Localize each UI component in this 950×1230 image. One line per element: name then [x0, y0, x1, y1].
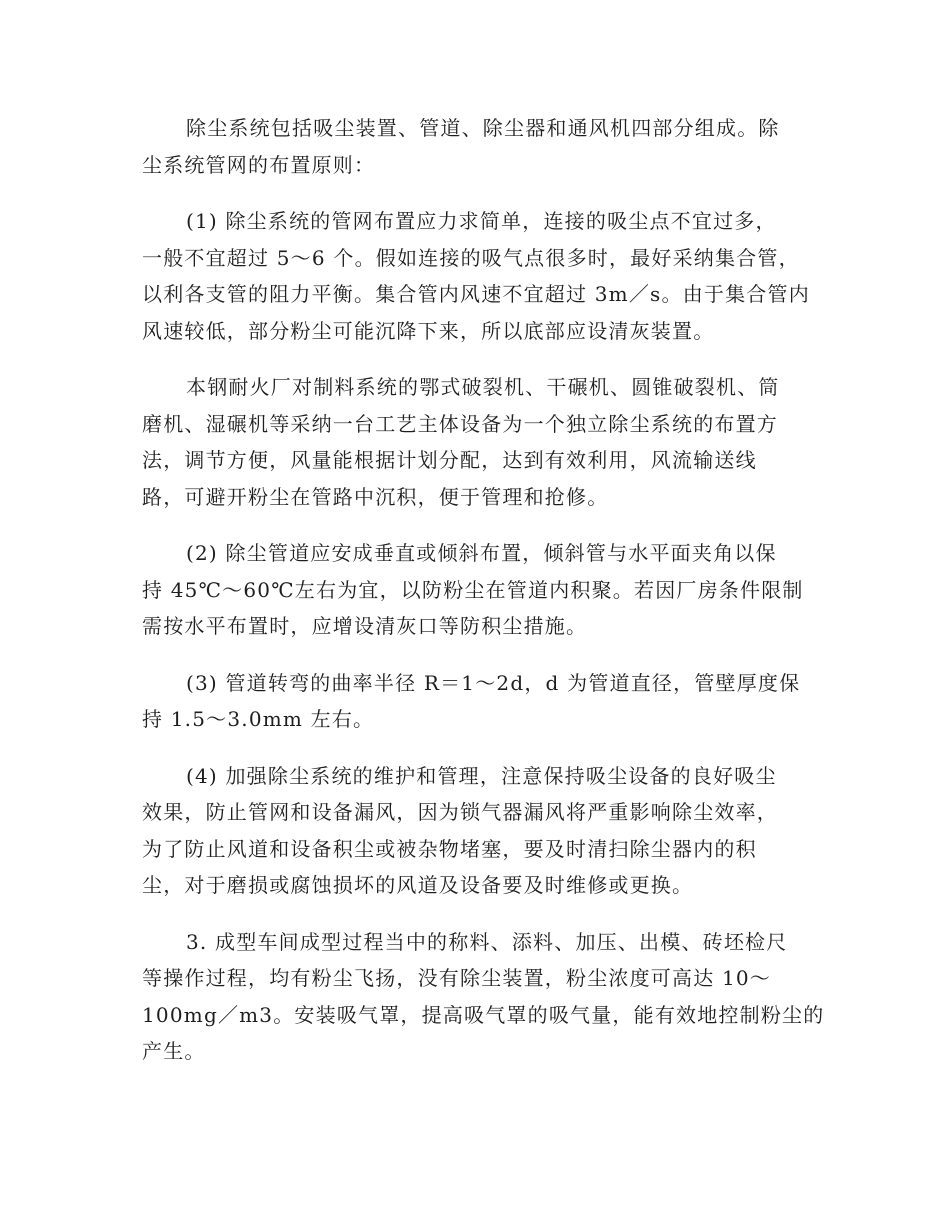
text-line: 需按水平布置时，应增设清灰口等防积尘措施。	[142, 614, 588, 638]
text-line: 除尘系统包括吸尘装置、管道、除尘器和通风机四部分组成。除	[186, 116, 780, 140]
text-line: 3. 成型车间成型过程当中的称料、添料、加压、出模、砖坯检尺	[186, 929, 788, 954]
text-line: 尘系统管网的布置原则：	[142, 152, 376, 177]
text-line: 风速较低，部分粉尘可能沉降下来，所以底部应设清灰装置。	[142, 318, 715, 343]
text-line: 为了防止风道和设备积尘或被杂物堵塞，要及时清扫除尘器内的积	[142, 836, 757, 861]
paragraph-case	[142, 369, 810, 515]
text-line: 100mg／m3。安装吸气罩，提高吸气罩的吸气量，能有效地控制粉尘的	[142, 1002, 825, 1027]
text-line: 持 45℃～60℃左右为宜，以防粉尘在管道内积聚。若因厂房条件限制	[142, 577, 804, 602]
text-line: 路，可避开粉尘在管路中沉积，便于管理和抢修。	[142, 484, 609, 509]
paragraph-section-3	[142, 924, 825, 1070]
text-line: (3) 管道转弯的曲率半径 R＝1～2d，d 为管道直径，管壁厚度保	[186, 670, 801, 695]
paragraph-rule-3	[142, 665, 810, 738]
text-line: (1) 除尘系统的管网布置应力求简单，连接的吸尘点不宜过多，	[186, 209, 777, 233]
paragraph-rule-1	[142, 203, 810, 349]
text-line: 产生。	[142, 1039, 206, 1063]
paragraph-intro	[142, 110, 810, 183]
text-line: (2) 除尘管道应安成垂直或倾斜布置，倾斜管与水平面夹角以保	[186, 541, 777, 565]
text-line: 法，调节方便，风量能根据计划分配，达到有效利用，风流输送线	[142, 448, 757, 472]
text-line: 本钢耐火厂对制料系统的鄂式破裂机、干碾机、圆锥破裂机、筒	[186, 375, 780, 399]
text-line: (4) 加强除尘系统的维护和管理，注意保持吸尘设备的良好吸尘	[186, 763, 777, 788]
text-line: 磨机、湿碾机等采纳一台工艺主体设备为一个独立除尘系统的布置方	[142, 411, 778, 436]
text-line: 一般不宜超过 5～6 个。假如连接的吸气点很多时，最好采纳集合管，	[142, 245, 800, 270]
text-line: 尘，对于磨损或腐蚀损坏的风道及设备要及时维修或更换。	[142, 873, 694, 897]
text-line: 效果，防止管网和设备漏风，因为锁气器漏风将严重影响除尘效率，	[142, 800, 778, 824]
document-body	[142, 110, 825, 1090]
paragraph-rule-2	[142, 535, 810, 645]
paragraph-rule-4	[142, 758, 810, 904]
text-line: 持 1.5～3.0mm 左右。	[142, 707, 375, 731]
text-line: 等操作过程，均有粉尘飞扬，没有除尘装置，粉尘浓度可高达 10～	[142, 966, 772, 990]
text-line: 以利各支管的阻力平衡。集合管内风速不宜超过 3m／s。由于集合管内	[142, 282, 810, 306]
